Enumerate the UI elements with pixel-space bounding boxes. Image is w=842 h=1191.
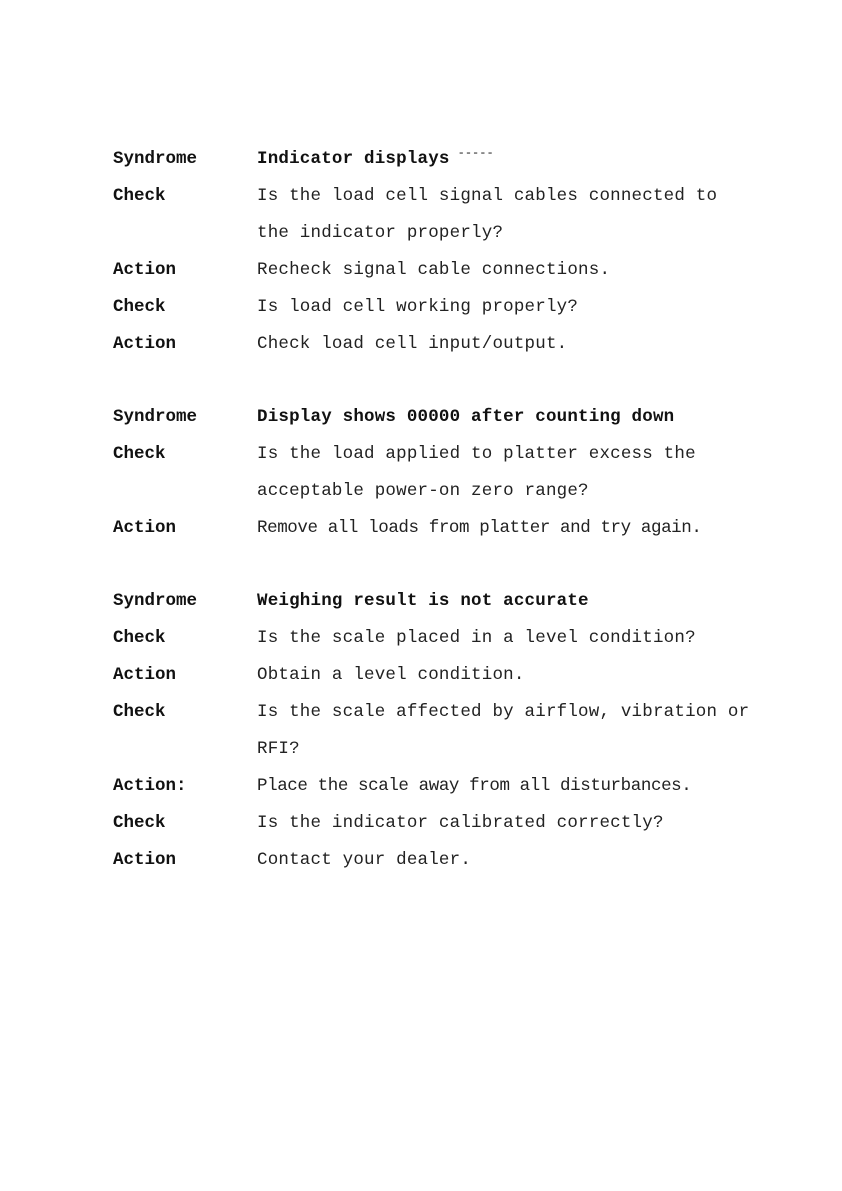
syndrome-label: Syndrome bbox=[113, 407, 198, 427]
action-text: Recheck signal cable connections. bbox=[257, 260, 611, 280]
syndrome-text-main: Indicator displays bbox=[257, 149, 450, 169]
action-text: Check load cell input/output. bbox=[257, 334, 568, 354]
action-row bbox=[113, 252, 753, 289]
action-label: Action bbox=[113, 334, 177, 354]
action-label: Action bbox=[113, 518, 177, 538]
check-text: Is the load cell signal cables connected to the indicator properly? bbox=[257, 186, 718, 243]
check-label: Check bbox=[113, 297, 166, 317]
check-row bbox=[113, 694, 753, 768]
check-label: Check bbox=[113, 813, 166, 833]
action-row bbox=[113, 510, 753, 547]
syndrome-label: Syndrome bbox=[113, 591, 198, 611]
action-text: Obtain a level condition. bbox=[257, 665, 525, 685]
syndrome-label: Syndrome bbox=[113, 149, 198, 169]
troubleshooting-section bbox=[113, 583, 753, 879]
check-text: Is the scale affected by airflow, vibration or RFI? bbox=[257, 702, 750, 759]
syndrome-dashes: ----- bbox=[457, 146, 494, 161]
syndrome-text bbox=[257, 141, 753, 178]
check-label: Check bbox=[113, 702, 166, 722]
check-row bbox=[113, 805, 753, 842]
syndrome-row bbox=[113, 399, 753, 436]
check-row bbox=[113, 620, 753, 657]
action-row bbox=[113, 657, 753, 694]
syndrome-text: Weighing result is not accurate bbox=[257, 591, 589, 611]
action-text: Contact your dealer. bbox=[257, 850, 472, 870]
action-label: Action bbox=[113, 260, 177, 280]
syndrome-row bbox=[113, 583, 753, 620]
action-text: Remove all loads from platter and try again. bbox=[257, 518, 702, 538]
check-row bbox=[113, 289, 753, 326]
check-text: Is load cell working properly? bbox=[257, 297, 579, 317]
action-label: Action bbox=[113, 665, 177, 685]
check-row bbox=[113, 178, 753, 252]
check-label: Check bbox=[113, 444, 166, 464]
action-text: Place the scale away from all disturbances. bbox=[257, 776, 692, 796]
troubleshooting-section bbox=[113, 141, 753, 363]
action-row bbox=[113, 326, 753, 363]
syndrome-text: Display shows 00000 after counting down bbox=[257, 407, 675, 427]
check-text: Is the load applied to platter excess the acceptable power-on zero range? bbox=[257, 444, 696, 501]
check-text: Is the scale placed in a level condition? bbox=[257, 628, 696, 648]
action-row bbox=[113, 768, 753, 805]
check-label: Check bbox=[113, 628, 166, 648]
syndrome-row bbox=[113, 141, 753, 178]
check-label: Check bbox=[113, 186, 166, 206]
check-row bbox=[113, 436, 753, 510]
check-text: Is the indicator calibrated correctly? bbox=[257, 813, 664, 833]
action-label: Action: bbox=[113, 776, 187, 796]
troubleshooting-section bbox=[113, 399, 753, 547]
action-label: Action bbox=[113, 850, 177, 870]
troubleshooting-page bbox=[113, 141, 753, 915]
action-row bbox=[113, 842, 753, 879]
